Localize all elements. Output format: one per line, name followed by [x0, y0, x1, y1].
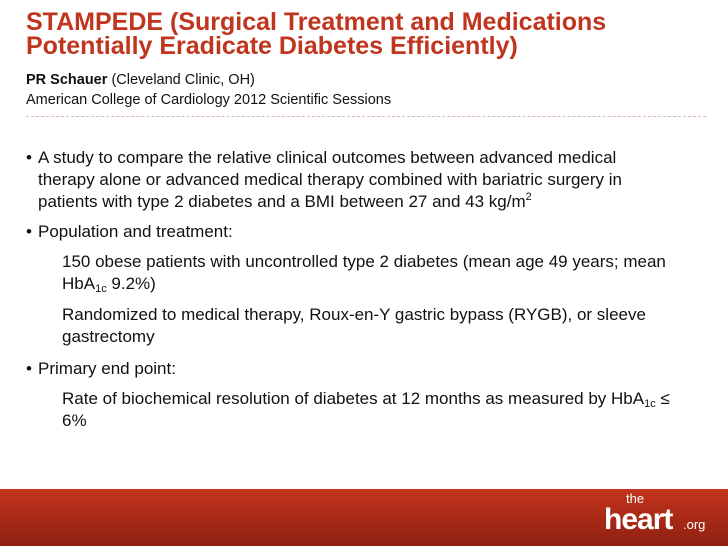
bullet-population-text: Population and treatment: — [38, 222, 233, 241]
subitem-endpoint-text: Rate of biochemical resolution of diabetes at 12 months as measured by HbA — [62, 389, 645, 408]
slide-title-line1: STAMPEDE (Surgical Treatment and Medications — [26, 8, 607, 36]
bullet-dot: • — [26, 222, 32, 241]
bullet-endpoint-text: Primary end point: — [38, 359, 176, 378]
bullet-study-aim — [26, 147, 676, 213]
presenter-line — [26, 70, 716, 90]
subitem-patients — [62, 251, 676, 295]
logo-heart: heart — [604, 503, 673, 536]
subitem-randomization: Randomized to medical therapy, Roux-en-Y gastric bypass (RYGB), or sleeve gastrectomy — [62, 305, 646, 346]
slide-body — [26, 147, 676, 442]
logo-org: .org — [683, 517, 706, 532]
bullet-dot: • — [26, 359, 32, 378]
bullet-endpoint — [26, 358, 676, 380]
theheart-logo — [604, 492, 714, 540]
bullet-population — [26, 221, 676, 243]
bullet-dot: • — [26, 148, 32, 167]
slide-title — [26, 10, 716, 58]
subscript: 1c — [644, 398, 656, 410]
presenter-name: PR Schauer — [26, 72, 108, 88]
superscript: 2 — [525, 191, 532, 203]
subscript: 1c — [95, 283, 107, 295]
population-subitems — [26, 251, 676, 348]
presenter-info — [26, 70, 716, 110]
bullet-study-aim-text: A study to compare the relative clinical outcomes between advanced medical therapy alone or advanced medical therapy combined with bariatric surgery in patients with type 2 diabetes and a BMI between 27 and 43 kg/m — [38, 148, 622, 211]
slide-title-line2: Potentially Eradicate Diabetes Efficiently) — [26, 32, 518, 60]
header-divider — [26, 116, 706, 117]
conference-name: American College of Cardiology 2012 Scientific Sessions — [26, 92, 392, 108]
logo-the: the — [626, 491, 645, 506]
subitem-endpoint — [62, 388, 676, 432]
subitem-patients-text: 150 obese patients with uncontrolled type 2 diabetes (mean age 49 years; mean HbA — [62, 252, 666, 293]
presenter-affiliation: (Cleveland Clinic, OH) — [111, 72, 255, 88]
subitem-patients-tail: 9.2%) — [106, 274, 156, 293]
footer-bar — [0, 489, 728, 546]
subitem-endpoint-tail: ≤ 6% — [62, 389, 670, 430]
endpoint-subitems — [26, 388, 676, 432]
